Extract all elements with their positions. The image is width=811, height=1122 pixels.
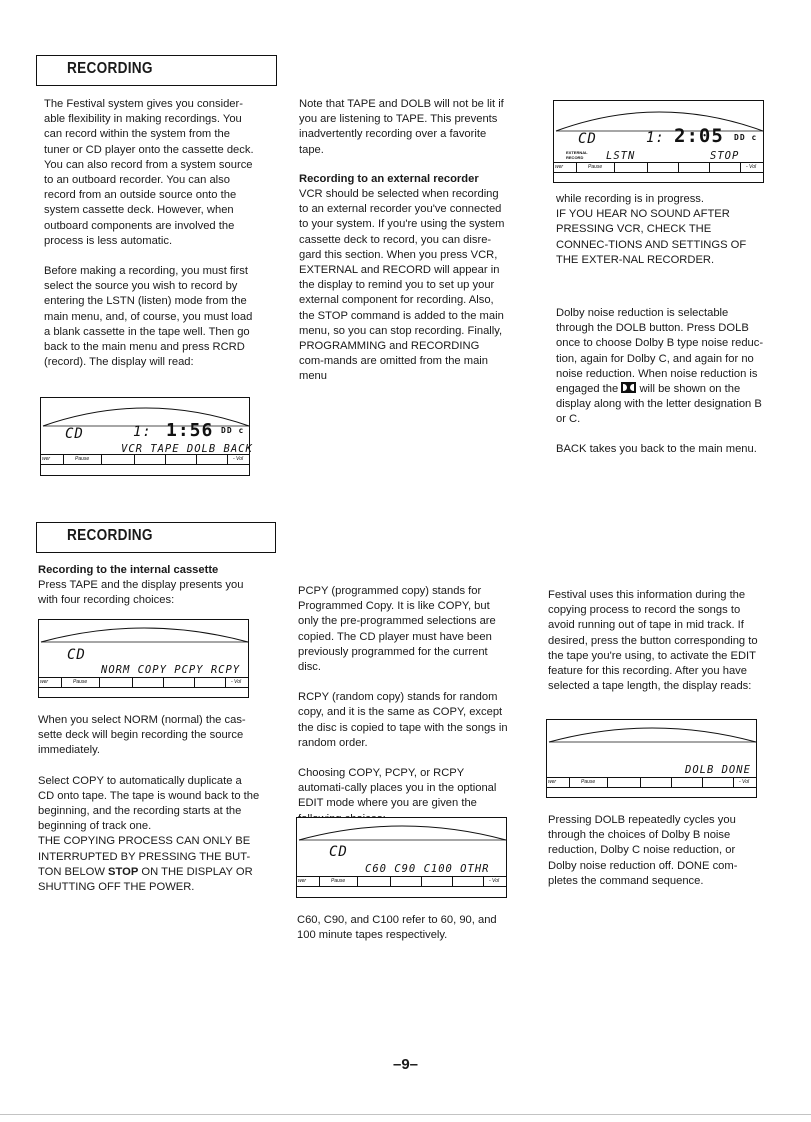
section1-heading: RECORDING: [67, 60, 153, 77]
bottom-rule: [0, 1114, 811, 1115]
section2-col2: [298, 584, 508, 827]
display-dolby-icon: DD c: [221, 426, 245, 435]
section2-col1-lower: [38, 713, 260, 895]
no-sound-paragraph: while recording is in progress. IF YOU HEAR NO SOUND AFTER PRESSING VCR, CHECK THE CONNEC-TIONS AND SETTINGS OF THE EXTER-NAL RECORDER.: [556, 193, 747, 266]
volume-label: - Vol: [739, 779, 750, 785]
record-indicator: RECORD: [566, 155, 584, 160]
dolby-logo-icon: [621, 382, 636, 393]
display-menu: C60 C90 C100 OTHR: [365, 863, 490, 875]
section1-col2: [299, 97, 505, 385]
edit-mode-paragraph: Choosing COPY, PCPY, or RCPY automati-cally places you in the optional EDIT mode where you are given the: [298, 767, 497, 810]
section1-heading-box: [36, 55, 277, 86]
intro-paragraph: The Festival system gives you consider-able flexibility in making recordings. You can record within the system from the tuner or CD player onto the cassette deck. You can also record from a system source to an outboard recorder. You can also record from an outside source onto the system cassette deck. However, when outboard components are involved the process is less automatic.: [44, 98, 254, 247]
display-menu-right: STOP: [710, 150, 740, 162]
back-paragraph: BACK takes you back to the main menu.: [556, 442, 757, 455]
dolby-paragraph: [556, 306, 766, 428]
tape-note-paragraph: Note that TAPE and DOLB will not be lit if you are listening to TAPE. This prevents inadvertently recording over a favorite tape.: [299, 98, 504, 156]
display-source: CD: [67, 647, 86, 663]
display-menu-left: LSTN: [606, 150, 636, 162]
pause-label: Pause: [588, 164, 603, 170]
display-arc-icon: [547, 720, 758, 760]
display-dolb-done: [546, 719, 757, 798]
display-control-strip: [554, 162, 763, 173]
display-time: 2:05: [674, 125, 724, 147]
display-tape-menu: [38, 619, 249, 698]
tape-length-paragraph: C60, C90, and C100 refer to 60, 90, and 100 minute tapes respectively.: [297, 914, 497, 942]
copy-warning-paragraph: [38, 834, 260, 895]
power-label: wer: [548, 779, 557, 785]
edit-feature-paragraph: Festival uses this information during the copying process to record the songs to avoid running out of tape in mid track. If desired, press the button corresponding to the tape you're using, to activate the EDIT feature for this recording. After you have selected a tape length, the display reads:: [548, 589, 758, 693]
display-menu: VCR TAPE DOLB BACK: [121, 443, 253, 455]
pause-label: Pause: [73, 679, 88, 685]
pause-label: Pause: [75, 456, 90, 462]
copy-warning-start: THE COPYING PROCESS CAN ONLY BE INTERRUPTED BY PRESSING THE BUT-TON BELOW: [38, 835, 251, 878]
dolby-paragraph-end: will be shown on the display along with the letter designation B or C.: [556, 383, 762, 426]
section2-col3-lower: [548, 813, 762, 889]
dolby-paragraph-start: Dolby noise reduction is selectable through the DOLB button. Press DOLB once to choose Dolby B type noise reduc-tion, again for Dolby C, and again for no noise reduction. When noise reduction is engaged the: [556, 307, 764, 396]
stop-word: STOP: [108, 865, 139, 878]
display-dolby-icon: DD c: [734, 133, 758, 142]
pause-label: Pause: [331, 878, 346, 884]
internal-cassette-subhead: Recording to the internal cassette: [38, 564, 219, 576]
volume-label: - Vol: [489, 878, 500, 884]
power-label: wer: [555, 164, 564, 170]
volume-label: - Vol: [233, 456, 244, 462]
display-record-menu: [40, 397, 253, 476]
display-source: CD: [578, 131, 597, 147]
display-track: 1:: [646, 130, 665, 146]
tape-choices-paragraph: Press TAPE and the display presents you with four recording choices:: [38, 579, 244, 607]
section2-col3: [548, 588, 762, 694]
power-label: wer: [42, 456, 51, 462]
copy-paragraph: Select COPY to automatically duplicate a CD onto tape. The tape is wound back to the beginning, and the recording starts at the beginning of track one.: [38, 774, 260, 833]
volume-label: - Vol: [231, 679, 242, 685]
display-source: CD: [329, 844, 348, 860]
section2-heading-box: [36, 522, 276, 553]
external-indicator: EXTERNAL: [566, 150, 588, 155]
external-recorder-subhead: Recording to an external recorder: [299, 172, 479, 185]
section2-col2-lower: [297, 913, 507, 943]
section2-col1: [38, 563, 260, 609]
display-control-strip: [39, 677, 248, 688]
section2-heading: RECORDING: [67, 527, 153, 544]
display-control-strip: [41, 454, 249, 465]
display-track: 1:: [133, 424, 152, 440]
display-menu: NORM COPY PCPY RCPY: [101, 664, 241, 676]
pause-label: Pause: [581, 779, 596, 785]
display-source: CD: [65, 426, 84, 442]
copy-warning-end: ON THE DISPLAY OR SHUTTING OFF THE POWER.: [38, 865, 253, 894]
power-label: wer: [40, 679, 49, 685]
power-label: wer: [298, 878, 307, 884]
dolb-cycle-paragraph: Pressing DOLB repeatedly cycles you through the choices of Dolby B noise reduction, Dolby C noise reduction, or Dolby noise reduction off. DONE com-pletes the command sequence.: [548, 814, 738, 887]
display-time: 1:56: [166, 420, 214, 441]
display-menu: DOLB DONE: [685, 764, 751, 776]
external-recorder-paragraph: VCR should be selected when recording to an external recorder you've connected to your system. If you're using the system cassette deck to record, you can disre-gard this section. When you press VCR, EXTERNAL and RECORD will appear in the display to remind you to set up your external component for recording. Also, the STOP command is added to the main menu, so you can stop recording. Finally, PROGRAMMING and RECORDING com-mands are omitted from the main menu: [299, 188, 505, 383]
section1-col1: [44, 97, 258, 370]
section1-col3: [556, 192, 766, 457]
display-tape-length: [296, 817, 507, 898]
display-control-strip: [297, 876, 506, 887]
norm-paragraph: When you select NORM (normal) the cas-sette deck will begin recording the source immediately.: [38, 714, 246, 757]
page-number: –9–: [392, 1056, 419, 1073]
display-control-strip: [547, 777, 756, 788]
select-source-paragraph: Before making a recording, you must first select the source you wish to record by entering the LSTN (listen) mode from the main menu, and, of course, you must load a blank cassette in the tape well. Then go back to the main menu and press RCRD (record). The display will read:: [44, 265, 253, 369]
volume-label: - Vol: [746, 164, 757, 170]
rcpy-paragraph: RCPY (random copy) stands for random copy, and it is the same as COPY, except the disc is copied to tape with the songs in random order.: [298, 691, 508, 749]
pcpy-paragraph: PCPY (programmed copy) stands for Programmed Copy. It is like COPY, but only the pre-programmed selections are copied. The CD player must have been previously programmed for the current disc.: [298, 585, 496, 674]
display-external-record: [553, 100, 764, 183]
